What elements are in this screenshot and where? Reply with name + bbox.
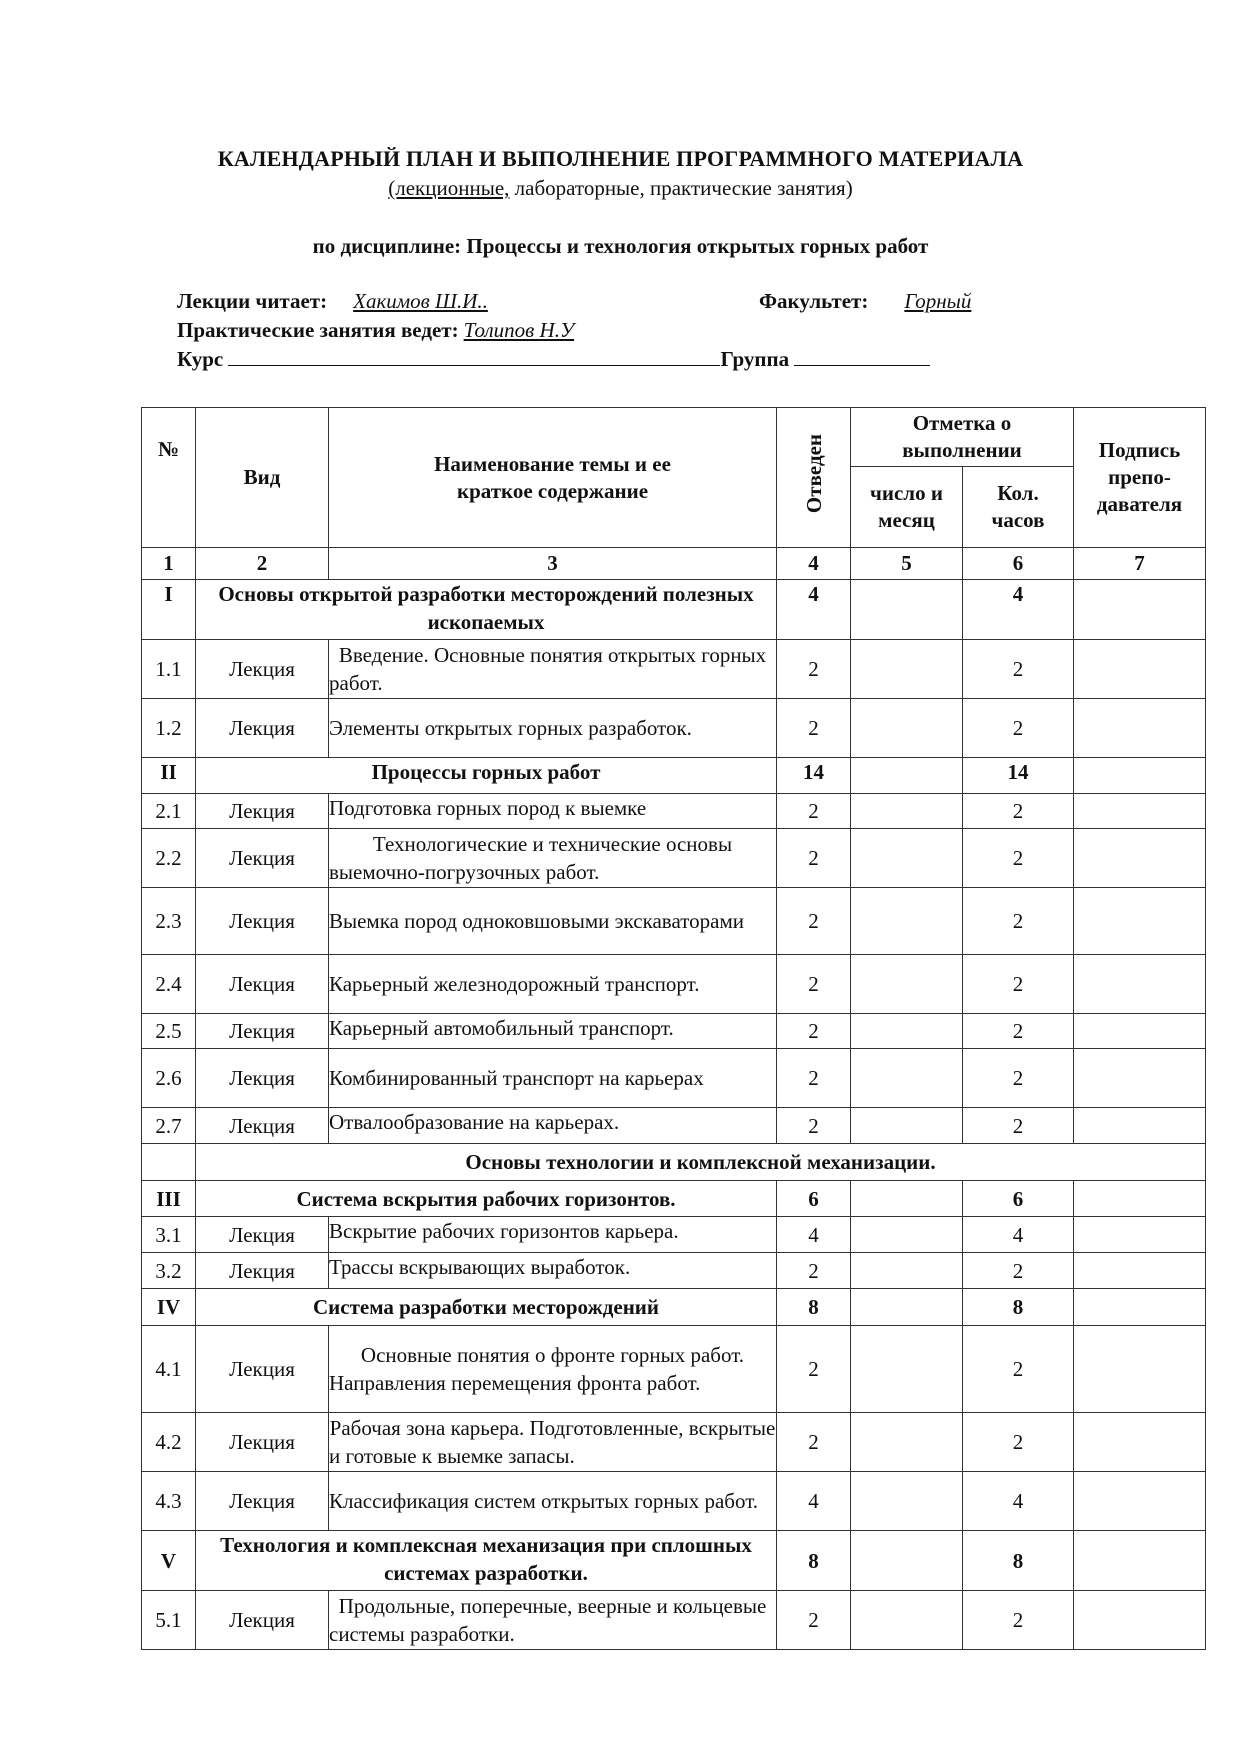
- section-title: Система разработки месторождений: [196, 1289, 777, 1326]
- section-row: [142, 580, 1206, 640]
- banner-row: [142, 1144, 1206, 1181]
- row-num: 5.1: [142, 1591, 196, 1650]
- row-allotted: 2: [777, 1253, 851, 1289]
- table-row: [142, 829, 1206, 888]
- practice-line: [177, 318, 574, 343]
- row-date: [851, 888, 963, 955]
- row-topic: Вскрытие рабочих горизонтов карьера.: [329, 1217, 777, 1253]
- row-topic: Продольные, поперечные, веерные и кольцевые системы разработки.: [329, 1591, 777, 1650]
- header-sign-line1: Подпись: [1098, 438, 1181, 462]
- banner-title: Основы технологии и комплексной механизации.: [196, 1144, 1206, 1181]
- row-allotted: 2: [777, 1108, 851, 1144]
- header-topic-line1: Наименование темы и ее: [434, 451, 671, 476]
- section-row: [142, 1531, 1206, 1591]
- row-signature: [1074, 794, 1206, 829]
- section-hours: 6: [963, 1181, 1074, 1217]
- row-type: Лекция: [196, 1472, 329, 1531]
- row-topic: Элементы открытых горных разработок.: [329, 699, 777, 758]
- row-num: 2.1: [142, 794, 196, 829]
- header-mark: [851, 408, 1074, 467]
- row-date: [851, 955, 963, 1014]
- header-hours-line1: Кол.: [997, 481, 1039, 505]
- col-number: 5: [851, 548, 963, 580]
- section-num: IV: [142, 1289, 196, 1326]
- table-row: [142, 1253, 1206, 1289]
- row-date: [851, 1014, 963, 1049]
- row-hours: 2: [963, 794, 1074, 829]
- col-number: 2: [196, 548, 329, 580]
- header-allotted-text: Отведен: [801, 434, 826, 514]
- section-num: III: [142, 1181, 196, 1217]
- row-type: Лекция: [196, 829, 329, 888]
- row-topic: Комбинированный транспорт на карьерах: [329, 1049, 777, 1108]
- section-hours: 4: [963, 580, 1074, 640]
- row-allotted: 2: [777, 955, 851, 1014]
- lecturer-line: [177, 289, 488, 314]
- section-allotted: 14: [777, 758, 851, 794]
- section-signature: [1074, 580, 1206, 640]
- row-date: [851, 1591, 963, 1650]
- row-type: Лекция: [196, 1253, 329, 1289]
- row-hours: 2: [963, 955, 1074, 1014]
- row-type: Лекция: [196, 1326, 329, 1413]
- row-type: Лекция: [196, 888, 329, 955]
- row-signature: [1074, 699, 1206, 758]
- row-date: [851, 1472, 963, 1531]
- section-signature: [1074, 758, 1206, 794]
- row-num: 2.5: [142, 1014, 196, 1049]
- col-number: 1: [142, 548, 196, 580]
- section-row: [142, 1181, 1206, 1217]
- header-hours-line2: часов: [991, 508, 1045, 532]
- row-signature: [1074, 1014, 1206, 1049]
- section-title: Основы открытой разработки месторождений полезных ископаемых: [196, 580, 777, 640]
- table-row: [142, 1049, 1206, 1108]
- row-type: Лекция: [196, 1108, 329, 1144]
- section-row: [142, 758, 1206, 794]
- header-date: [851, 467, 963, 548]
- header-date-line1: число и: [870, 481, 943, 505]
- row-topic: Рабочая зона карьера. Подготовленные, вскрытые и готовые к выемке запасы.: [329, 1413, 777, 1472]
- row-hours: 2: [963, 1253, 1074, 1289]
- table-row: [142, 1413, 1206, 1472]
- row-hours: 4: [963, 1217, 1074, 1253]
- row-topic: Основные понятия о фронте горных работ. Направления перемещения фронта работ.: [329, 1326, 777, 1413]
- row-type: Лекция: [196, 1413, 329, 1472]
- row-num: 1.1: [142, 640, 196, 699]
- faculty-line: [759, 289, 971, 314]
- row-num: 2.7: [142, 1108, 196, 1144]
- header-num: №: [142, 408, 196, 548]
- row-type: Лекция: [196, 794, 329, 829]
- row-hours: 2: [963, 829, 1074, 888]
- row-signature: [1074, 1108, 1206, 1144]
- section-allotted: 6: [777, 1181, 851, 1217]
- table-row: [142, 1326, 1206, 1413]
- row-allotted: 4: [777, 1472, 851, 1531]
- group-label: Группа: [720, 347, 790, 371]
- header-signature: [1074, 408, 1206, 548]
- row-date: [851, 699, 963, 758]
- section-hours: 8: [963, 1531, 1074, 1591]
- row-date: [851, 1326, 963, 1413]
- row-type: Лекция: [196, 1049, 329, 1108]
- col-number: 6: [963, 548, 1074, 580]
- row-allotted: 2: [777, 888, 851, 955]
- discipline-line: по дисциплине: Процессы и технология открытых горных работ: [312, 234, 929, 258]
- row-type: Лекция: [196, 1591, 329, 1650]
- header-sign-line2: препо-: [1108, 465, 1171, 489]
- header-mark-line1: Отметка о: [912, 411, 1012, 435]
- row-allotted: 4: [777, 1217, 851, 1253]
- group-blank: [794, 347, 930, 366]
- row-num: 3.1: [142, 1217, 196, 1253]
- row-topic: Карьерный железнодорожный транспорт.: [329, 955, 777, 1014]
- section-signature: [1074, 1531, 1206, 1591]
- section-date: [851, 1181, 963, 1217]
- row-date: [851, 1217, 963, 1253]
- row-signature: [1074, 1049, 1206, 1108]
- section-title: Система вскрытия рабочих горизонтов.: [196, 1181, 777, 1217]
- row-date: [851, 829, 963, 888]
- section-hours: 14: [963, 758, 1074, 794]
- row-date: [851, 1253, 963, 1289]
- row-allotted: 2: [777, 1049, 851, 1108]
- row-num: 4.2: [142, 1413, 196, 1472]
- header-allotted: [777, 408, 851, 548]
- row-signature: [1074, 1217, 1206, 1253]
- table-row: [142, 1472, 1206, 1531]
- document-title: КАЛЕНДАРНЫЙ ПЛАН И ВЫПОЛНЕНИЕ ПРОГРАММНОГО МАТЕРИАЛА: [217, 146, 1024, 171]
- table-row: [142, 888, 1206, 955]
- row-hours: 2: [963, 1413, 1074, 1472]
- row-type: Лекция: [196, 699, 329, 758]
- table-row: [142, 640, 1206, 699]
- row-type: Лекция: [196, 1217, 329, 1253]
- row-topic: Классификация систем открытых горных работ.: [329, 1472, 777, 1531]
- row-topic: Выемка пород одноковшовыми экскаваторами: [329, 888, 777, 955]
- row-hours: 2: [963, 1014, 1074, 1049]
- row-num: 3.2: [142, 1253, 196, 1289]
- table-body: [142, 580, 1206, 1650]
- row-hours: 2: [963, 1326, 1074, 1413]
- row-signature: [1074, 1472, 1206, 1531]
- section-row: [142, 1289, 1206, 1326]
- col-number: 3: [329, 548, 777, 580]
- row-signature: [1074, 640, 1206, 699]
- practice-label: Практические занятия ведет:: [177, 318, 459, 342]
- row-topic: Подготовка горных пород к выемке: [329, 794, 777, 829]
- section-date: [851, 1289, 963, 1326]
- row-date: [851, 1413, 963, 1472]
- document-subtitle: [0, 176, 1241, 201]
- course-label: Курс: [177, 347, 224, 371]
- lecturer-value: Хакимов Ш.И..: [353, 289, 488, 313]
- practice-value: Толипов Н.У: [463, 318, 575, 342]
- header-type: Вид: [196, 408, 329, 548]
- calendar-plan-table: [141, 407, 1206, 1650]
- section-hours: 8: [963, 1289, 1074, 1326]
- section-num: V: [142, 1531, 196, 1591]
- row-num: 4.1: [142, 1326, 196, 1413]
- row-signature: [1074, 888, 1206, 955]
- row-allotted: 2: [777, 1326, 851, 1413]
- section-signature: [1074, 1289, 1206, 1326]
- row-topic: Введение. Основные понятия открытых горных работ.: [329, 640, 777, 699]
- banner-empty-cell: [142, 1144, 196, 1181]
- section-date: [851, 580, 963, 640]
- row-allotted: 2: [777, 699, 851, 758]
- course-group-line: [177, 347, 930, 372]
- row-date: [851, 1108, 963, 1144]
- row-allotted: 2: [777, 829, 851, 888]
- faculty-value: Горный: [904, 289, 972, 313]
- header-mark-line2: выполнении: [902, 438, 1022, 462]
- row-allotted: 2: [777, 640, 851, 699]
- subtitle-rest: лабораторные, практические занятия): [509, 176, 853, 200]
- section-signature: [1074, 1181, 1206, 1217]
- row-type: Лекция: [196, 955, 329, 1014]
- row-type: Лекция: [196, 1014, 329, 1049]
- course-blank: [228, 347, 720, 366]
- section-title: Технология и комплексная механизация при сплошных системах разработки.: [196, 1531, 777, 1591]
- table-row: [142, 1591, 1206, 1650]
- section-allotted: 4: [777, 580, 851, 640]
- row-date: [851, 1049, 963, 1108]
- row-signature: [1074, 1413, 1206, 1472]
- row-allotted: 2: [777, 1413, 851, 1472]
- row-num: 2.6: [142, 1049, 196, 1108]
- col-number: 7: [1074, 548, 1206, 580]
- row-topic: Отвалообразование на карьерах.: [329, 1108, 777, 1144]
- subtitle-underlined: (лекционные,: [388, 176, 510, 200]
- row-type: Лекция: [196, 640, 329, 699]
- row-allotted: 2: [777, 1591, 851, 1650]
- section-allotted: 8: [777, 1289, 851, 1326]
- row-signature: [1074, 955, 1206, 1014]
- row-num: 4.3: [142, 1472, 196, 1531]
- row-num: 2.3: [142, 888, 196, 955]
- header-sign-line3: давателя: [1096, 492, 1183, 516]
- table-row: [142, 1217, 1206, 1253]
- header-topic: [329, 408, 777, 548]
- section-date: [851, 758, 963, 794]
- row-allotted: 2: [777, 1014, 851, 1049]
- section-allotted: 8: [777, 1531, 851, 1591]
- table-row: [142, 1014, 1206, 1049]
- table-header: [142, 408, 1206, 580]
- table-row: [142, 794, 1206, 829]
- section-num: I: [142, 580, 196, 640]
- row-num: 2.2: [142, 829, 196, 888]
- row-topic: Трассы вскрывающих выработок.: [329, 1253, 777, 1289]
- row-hours: 2: [963, 1591, 1074, 1650]
- row-hours: 2: [963, 888, 1074, 955]
- row-date: [851, 794, 963, 829]
- section-num: II: [142, 758, 196, 794]
- row-num: 1.2: [142, 699, 196, 758]
- row-topic: Карьерный автомобильный транспорт.: [329, 1014, 777, 1049]
- table-row: [142, 1108, 1206, 1144]
- row-signature: [1074, 829, 1206, 888]
- section-date: [851, 1531, 963, 1591]
- row-signature: [1074, 1253, 1206, 1289]
- row-hours: 4: [963, 1472, 1074, 1531]
- row-signature: [1074, 1591, 1206, 1650]
- row-hours: 2: [963, 699, 1074, 758]
- row-signature: [1074, 1326, 1206, 1413]
- header-topic-line2: краткое содержание: [456, 478, 649, 503]
- table-row: [142, 955, 1206, 1014]
- row-allotted: 2: [777, 794, 851, 829]
- row-hours: 2: [963, 1108, 1074, 1144]
- faculty-label: Факультет:: [759, 289, 869, 313]
- row-topic: Технологические и технические основы выемочно-погрузочных работ.: [329, 829, 777, 888]
- table-row: [142, 699, 1206, 758]
- header-date-line2: месяц: [878, 508, 935, 532]
- section-title: Процессы горных работ: [196, 758, 777, 794]
- col-number: 4: [777, 548, 851, 580]
- row-date: [851, 640, 963, 699]
- row-num: 2.4: [142, 955, 196, 1014]
- lecturer-label: Лекции читает:: [177, 289, 328, 313]
- header-hours: [963, 467, 1074, 548]
- column-numbers-row: [142, 548, 1206, 580]
- row-hours: 2: [963, 640, 1074, 699]
- row-hours: 2: [963, 1049, 1074, 1108]
